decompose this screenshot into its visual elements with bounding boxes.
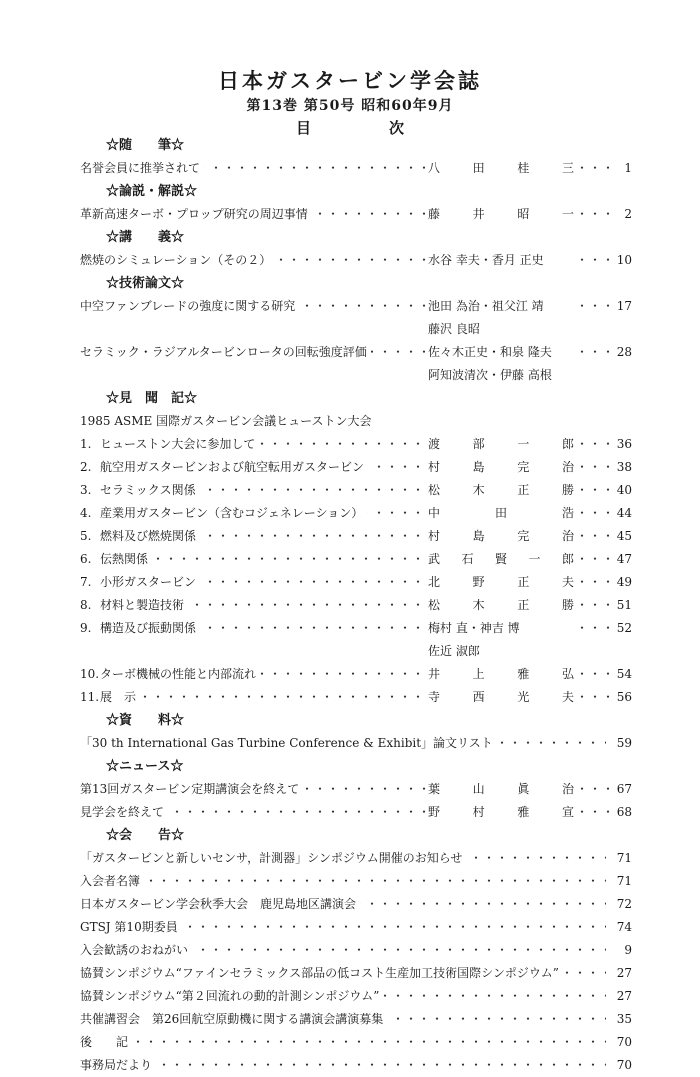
entry-page-number: 10	[615, 249, 632, 272]
entry-page-number: 70	[615, 1054, 632, 1077]
toc-entry[interactable]	[80, 663, 632, 686]
entry-leader	[80, 985, 606, 1008]
author-char: 正	[517, 483, 530, 497]
journal-title: 日本ガスタービン学会誌	[218, 68, 482, 93]
table-of-contents	[80, 134, 632, 1077]
entry-number: 4.	[80, 506, 92, 520]
author-char: 郎	[561, 552, 574, 566]
author-char: 桂	[517, 161, 530, 175]
entry-author	[428, 364, 574, 387]
entry-page-number: 27	[615, 985, 632, 1008]
entry-leader	[80, 732, 606, 755]
entry-author-text	[428, 203, 574, 226]
toc-entry[interactable]	[80, 548, 632, 571]
entry-title[interactable]: 見学会を終えて	[80, 805, 168, 819]
toc-subheading-text: 1985 ASME 国際ガスタービン会議ヒューストン大会	[80, 414, 372, 428]
section-heading-text: ☆随 筆☆	[106, 138, 185, 153]
section-heading	[80, 709, 632, 732]
entry-page-number: 45	[615, 525, 632, 548]
entry-page-number: 17	[615, 295, 632, 318]
author-char: 治	[561, 782, 574, 796]
author-char: 勝	[561, 598, 574, 612]
author-char: 夫	[561, 575, 574, 589]
author-char: 山	[472, 782, 485, 796]
entry-title[interactable]: 協賛シンポジウム“ファインセラミックス部品の低コスト生産加工技術国際シンポジウム”	[80, 966, 563, 980]
entry-author	[428, 249, 574, 272]
author-char: 弘	[561, 667, 574, 681]
entry-title[interactable]: 伝熱関係	[100, 552, 152, 566]
entry-page-number: 2	[622, 203, 632, 226]
entry-author-text	[428, 663, 574, 686]
entry-title[interactable]: 協賛シンポジウム“第２回流れの動的計測シンポジウム”	[80, 989, 383, 1003]
entry-author	[428, 479, 574, 502]
leader-dots	[100, 686, 426, 709]
entry-title[interactable]: 事務局だより	[80, 1058, 156, 1072]
author-char: 田	[472, 161, 485, 175]
author-char: 北	[428, 575, 441, 589]
leader-dots	[80, 1031, 606, 1054]
entry-author	[428, 341, 574, 364]
toc-author-continuation	[80, 318, 632, 341]
toc-entry[interactable]	[80, 939, 632, 962]
page-leader-dots	[576, 502, 610, 525]
toc-entry[interactable]	[80, 203, 632, 226]
author-char: 部	[472, 437, 485, 451]
toc-entry[interactable]	[80, 686, 632, 709]
page-leader-dots	[576, 249, 610, 272]
page-leader-dots	[576, 203, 610, 226]
entry-page-number: 72	[615, 893, 632, 916]
section-heading-text: ☆見 聞 記☆	[106, 391, 198, 406]
entry-title[interactable]: 日本ガスタービン学会秋季大会 鹿児島地区講演会	[80, 897, 360, 911]
toc-author-continuation	[80, 640, 632, 663]
entry-page-number: 70	[615, 1031, 632, 1054]
entry-title[interactable]: 産業用ガスタービン（含むコジェネレーション）	[100, 506, 367, 520]
author-char: 石	[461, 552, 474, 566]
toc-entry[interactable]	[80, 525, 632, 548]
entry-page-number: 67	[615, 778, 632, 801]
author-char: 昭	[517, 207, 530, 221]
page-leader-dots	[576, 686, 610, 709]
entry-number: 3.	[80, 483, 92, 497]
section-heading-text: ☆ニュース☆	[106, 759, 184, 774]
toc-entry[interactable]	[80, 456, 632, 479]
entry-page-number: 27	[615, 962, 632, 985]
page-leader-dots	[576, 617, 610, 640]
author-char: 野	[428, 805, 441, 819]
section-heading-text: ☆会 告☆	[106, 828, 185, 843]
entry-author-text: 阿知波清次・伊藤 高根	[428, 368, 552, 382]
entry-title[interactable]: 「30 th International Gas Turbine Conference & Exhibit」論文リスト	[80, 736, 497, 750]
toc-entry[interactable]	[80, 916, 632, 939]
entry-author	[428, 157, 574, 180]
author-char: 一	[528, 552, 541, 566]
entry-number: 9.	[80, 621, 92, 635]
entry-author	[428, 778, 574, 801]
entry-leader	[80, 1054, 606, 1077]
author-char: 浩	[561, 506, 574, 520]
entry-author-text	[428, 801, 574, 824]
author-char: 村	[428, 460, 441, 474]
section-heading	[80, 272, 632, 295]
toc-entry[interactable]	[80, 847, 632, 870]
author-char: 村	[428, 529, 441, 543]
entry-number: 10.	[80, 667, 100, 681]
section-heading-text: ☆講 義☆	[106, 230, 185, 245]
toc-entry[interactable]	[80, 1031, 632, 1054]
entry-title[interactable]: 燃焼のシミュレーション（その２）	[80, 253, 275, 267]
entry-title[interactable]: ターボ機械の性能と内部流れ	[100, 667, 260, 681]
toc-entry[interactable]	[80, 502, 632, 525]
entry-author	[428, 801, 574, 824]
entry-title[interactable]: セラミックス関係	[100, 483, 200, 497]
entry-author-text	[428, 686, 574, 709]
entry-author	[428, 617, 574, 640]
entry-title[interactable]: 「ガスタービンと新しいセンサ，計測器」シンポジウム開催のお知らせ	[80, 851, 466, 865]
section-heading-text: ☆技術論文☆	[106, 276, 185, 291]
author-char: 井	[428, 667, 441, 681]
author-char: 藤	[428, 207, 441, 221]
toc-entry[interactable]	[80, 1008, 632, 1031]
entry-title[interactable]: 入会歓誘のおねがい	[80, 943, 192, 957]
issue-info: 第13巻 第50号 昭和60年9月	[246, 98, 454, 114]
entry-title[interactable]: 燃料及び燃焼関係	[100, 529, 200, 543]
entry-page-number: 1	[622, 157, 632, 180]
author-char: 田	[494, 506, 507, 520]
leader-dots	[80, 870, 606, 893]
entry-page-number: 36	[615, 433, 632, 456]
entry-page-number: 54	[615, 663, 632, 686]
author-char: 松	[428, 483, 441, 497]
entry-title[interactable]: 展 示	[100, 690, 140, 704]
entry-page-number: 47	[615, 548, 632, 571]
toc-entry[interactable]	[80, 962, 632, 985]
author-char: 松	[428, 598, 441, 612]
section-heading	[80, 387, 632, 410]
entry-author	[428, 525, 574, 548]
toc-entry[interactable]	[80, 433, 632, 456]
entry-author-text: 水谷 幸夫・香月 正史	[428, 253, 544, 267]
entry-page-number: 71	[615, 847, 632, 870]
toc-entry[interactable]	[80, 341, 632, 364]
entry-author	[428, 433, 574, 456]
page-leader-dots	[576, 295, 610, 318]
entry-page-number: 28	[615, 341, 632, 364]
page-leader-dots	[576, 594, 610, 617]
entry-title[interactable]: 中空ファンブレードの強度に関する研究	[80, 299, 299, 313]
entry-title[interactable]: 入会者名簿	[80, 874, 144, 888]
author-char: 治	[561, 460, 574, 474]
toc-entry[interactable]	[80, 571, 632, 594]
author-char: 寺	[428, 690, 441, 704]
entry-author-text	[428, 571, 574, 594]
author-char: 上	[472, 667, 485, 681]
entry-author	[428, 686, 574, 709]
entry-leader	[80, 939, 606, 962]
entry-author	[428, 548, 574, 571]
entry-number: 7.	[80, 575, 92, 589]
toc-entry[interactable]	[80, 778, 632, 801]
entry-title[interactable]: セラミック・ラジアルタービンロータの回転強度評価	[80, 345, 371, 359]
entry-page-number: 71	[615, 870, 632, 893]
author-char: 木	[472, 598, 485, 612]
entry-page-number: 40	[615, 479, 632, 502]
entry-page-number: 35	[615, 1008, 632, 1031]
toc-entry[interactable]	[80, 594, 632, 617]
entry-page-number: 56	[615, 686, 632, 709]
author-char: 木	[472, 483, 485, 497]
toc-entry[interactable]	[80, 985, 632, 1008]
entry-leader	[80, 1031, 606, 1054]
toc-entry[interactable]	[80, 801, 632, 824]
entry-author-text: 藤沢 良昭	[428, 322, 480, 336]
entry-author-text: 佐々木正史・和泉 隆夫	[428, 345, 552, 359]
entry-author-text	[428, 157, 574, 180]
author-char: 葉	[428, 782, 441, 796]
entry-page-number: 59	[615, 732, 632, 755]
entry-author-text	[428, 433, 574, 456]
author-char: 島	[472, 460, 485, 474]
section-heading	[80, 755, 632, 778]
toc-entry[interactable]	[80, 295, 632, 318]
leader-dots	[80, 1054, 606, 1077]
section-heading	[80, 226, 632, 249]
entry-title[interactable]: 共催講習会 第26回航空原動機に関する講演会講演募集	[80, 1012, 387, 1026]
page-leader-dots	[576, 479, 610, 502]
entry-author-text	[428, 548, 574, 571]
entry-number: 6.	[80, 552, 92, 566]
page-leader-dots	[576, 157, 610, 180]
author-char: 治	[561, 529, 574, 543]
entry-author-text	[428, 778, 574, 801]
author-char: 渡	[428, 437, 441, 451]
page-leader-dots	[576, 778, 610, 801]
entry-author	[428, 571, 574, 594]
entry-author	[428, 318, 574, 341]
entry-author-text: 梅村 直・神吉 博	[428, 621, 520, 635]
section-heading-text: ☆論説・解説☆	[106, 184, 198, 199]
entry-author-text	[428, 525, 574, 548]
entry-title[interactable]: 小形ガスタービン	[100, 575, 200, 589]
author-char: 一	[561, 207, 574, 221]
entry-title[interactable]: 後 記	[80, 1035, 132, 1049]
author-char: 野	[472, 575, 485, 589]
author-char: 夫	[561, 690, 574, 704]
author-char: 八	[428, 161, 441, 175]
entry-leader	[80, 1008, 606, 1031]
entry-number: 11.	[80, 690, 100, 704]
entry-author-text: 池田 為治・祖父江 靖	[428, 299, 544, 313]
entry-page-number: 68	[615, 801, 632, 824]
author-char: 郎	[561, 437, 574, 451]
author-char: 雅	[517, 805, 530, 819]
entry-page-number: 74	[615, 916, 632, 939]
entry-number: 5.	[80, 529, 92, 543]
author-char: 西	[472, 690, 485, 704]
page-leader-dots	[576, 801, 610, 824]
entry-page-number: 38	[615, 456, 632, 479]
entry-title[interactable]: GTSJ 第10期委員	[80, 920, 182, 934]
entry-number: 1.	[80, 437, 92, 451]
entry-title[interactable]: 第13回ガスタービン定期講演会を終えて	[80, 782, 303, 796]
author-char: 正	[517, 598, 530, 612]
toc-entry[interactable]	[80, 479, 632, 502]
entry-title[interactable]: 材料と製造技術	[100, 598, 188, 612]
entry-title[interactable]: 構造及び振動関係	[100, 621, 200, 635]
entry-author-text: 佐近 淑郎	[428, 644, 480, 658]
entry-leader	[80, 962, 606, 985]
author-char: 勝	[561, 483, 574, 497]
entry-author-text	[428, 502, 574, 525]
author-char: 一	[517, 437, 530, 451]
page-leader-dots	[576, 456, 610, 479]
toc-entry[interactable]	[80, 893, 632, 916]
toc-entry[interactable]	[80, 157, 632, 180]
author-char: 島	[472, 529, 485, 543]
entry-title[interactable]: 航空用ガスタービンおよび航空転用ガスタービン	[100, 460, 368, 474]
entry-leader	[80, 847, 606, 870]
section-heading	[80, 134, 632, 157]
entry-title[interactable]: 革新高速ターボ・プロップ研究の周辺事情	[80, 207, 312, 221]
toc-entry[interactable]	[80, 249, 632, 272]
author-char: 雅	[517, 667, 530, 681]
entry-author-text	[428, 479, 574, 502]
author-char: 光	[517, 690, 530, 704]
toc-author-continuation	[80, 364, 632, 387]
entry-leader	[80, 916, 606, 939]
page-leader-dots	[576, 548, 610, 571]
entry-page-number: 49	[615, 571, 632, 594]
page-header	[0, 68, 700, 138]
entry-number: 2.	[80, 460, 92, 474]
entry-number: 8.	[80, 598, 92, 612]
author-char: 完	[517, 529, 530, 543]
entry-page-number: 9	[622, 939, 632, 962]
entry-author	[428, 640, 574, 663]
entry-author	[428, 594, 574, 617]
toc-entry[interactable]	[80, 1054, 632, 1077]
author-char: 井	[472, 207, 485, 221]
entry-page-number: 44	[615, 502, 632, 525]
entry-title[interactable]: ヒューストン大会に参加して	[100, 437, 259, 451]
author-char: 中	[428, 506, 441, 520]
toc-heading-char-1: 目	[295, 119, 311, 137]
author-char: 賢	[494, 552, 507, 566]
section-heading	[80, 824, 632, 847]
toc-entry[interactable]	[80, 870, 632, 893]
author-char: 正	[517, 575, 530, 589]
page-leader-dots	[576, 525, 610, 548]
entry-author-text	[428, 594, 574, 617]
author-char: 三	[561, 161, 574, 175]
entry-leader	[80, 893, 606, 916]
page-leader-dots	[576, 341, 610, 364]
page-leader-dots	[576, 433, 610, 456]
entry-author	[428, 502, 574, 525]
entry-author	[428, 663, 574, 686]
toc-heading-char-2: 次	[389, 119, 405, 137]
page-leader-dots	[576, 571, 610, 594]
section-heading-text: ☆資 料☆	[106, 713, 185, 728]
entry-page-number: 52	[615, 617, 632, 640]
entry-title[interactable]: 名誉会員に推挙されて	[80, 161, 204, 175]
entry-author	[428, 456, 574, 479]
author-char: 武	[428, 552, 441, 566]
section-heading	[80, 180, 632, 203]
entry-leader	[80, 870, 606, 893]
entry-author-text	[428, 456, 574, 479]
toc-entry[interactable]	[80, 732, 632, 755]
entry-author	[428, 203, 574, 226]
author-char: 村	[472, 805, 485, 819]
entry-author	[428, 295, 574, 318]
toc-subheading	[80, 410, 632, 433]
author-char: 宣	[561, 805, 574, 819]
toc-entry[interactable]	[80, 617, 632, 640]
entry-page-number: 51	[615, 594, 632, 617]
author-char: 眞	[517, 782, 530, 796]
page-leader-dots	[576, 663, 610, 686]
author-char: 完	[517, 460, 530, 474]
